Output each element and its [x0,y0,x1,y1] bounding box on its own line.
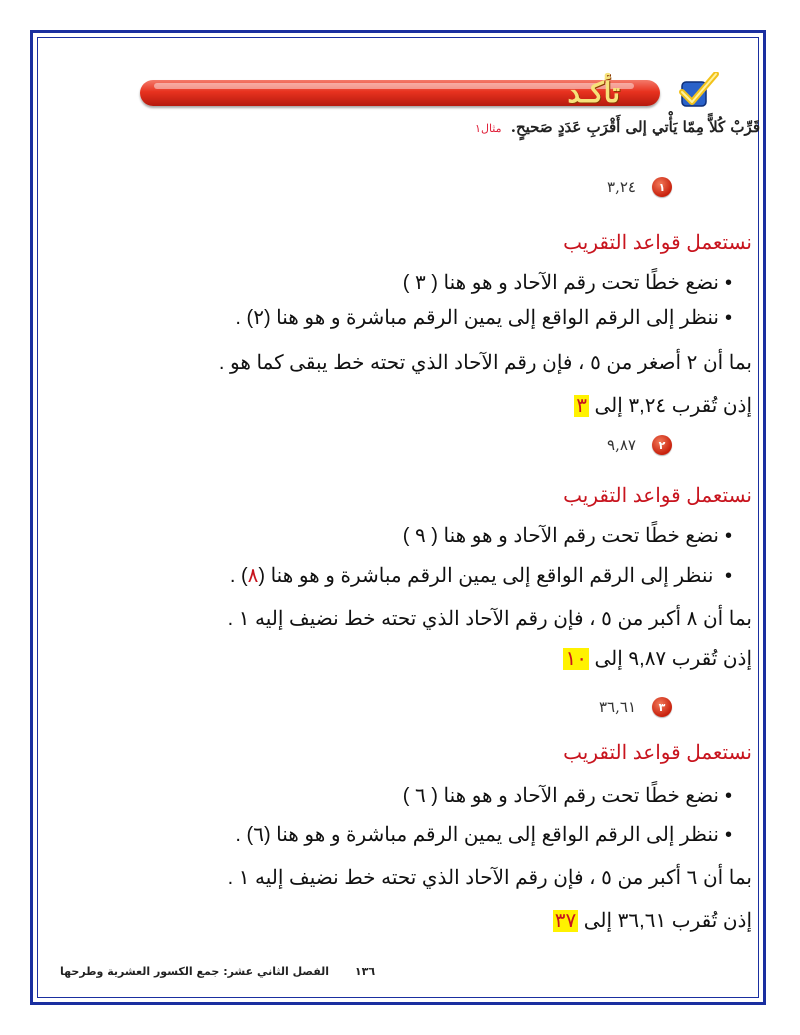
problem-value: ٩,٨٧ [607,436,636,454]
section-banner [140,72,720,110]
bullet-underline-units: • نضع خطًا تحت رقم الآحاد و هو هنا ( ٣ ) [403,270,732,295]
result-prefix: إذن تُقرب ٣٦,٦١ إلى [583,910,752,932]
exercise-instruction [475,118,760,136]
result-line [563,646,752,671]
chapter-label: الفصل الثاني عشر: [223,965,330,978]
page-number: ١٣٦ [354,965,376,978]
problem-number-badge: ٢ [652,435,672,455]
example-reference: مثال١ [475,122,502,135]
rules-heading: نستعمل قواعد التقريب [563,485,752,507]
bullet-text-post: ) . [229,565,248,587]
comparison-text: بما أن ٦ أكبر من ٥ ، فإن رقم الآحاد الذي تحته خط نضيف إليه ١ . [227,867,752,889]
bullet-look-right [230,563,732,588]
comparison-text: بما أن ٨ أكبر من ٥ ، فإن رقم الآحاد الذي تحته خط نضيف إليه ١ . [227,608,752,630]
bullet-digit: ٨ [247,565,259,587]
bullet-look-right: • ننظر إلى الرقم الواقع إلى يمين الرقم مباشرة و هو هنا (٦) . [235,822,732,847]
chapter-title: جمع الكسور العشرية وطرحها [60,965,220,978]
comparison-text: بما أن ٢ أصغر من ٥ ، فإن رقم الآحاد الذي تحته خط يبقى كما هو . [218,352,752,374]
result-prefix: إذن تُقرب ٣,٢٤ إلى [594,395,752,417]
problem-number-badge: ٣ [652,697,672,717]
result-value: ٣٧ [554,910,577,932]
bullet-text-pre: ننظر إلى الرقم الواقع إلى يمين الرقم مباشرة و هو هنا ( [258,565,714,587]
banner-title: تأكـد [567,76,620,109]
instruction-text: قَرِّبْ كُلاًّ مِمّا يَأْتي إلى أَقْرَبِ عَدَدٍ صَحيحٍ. [510,118,760,136]
problem-3 [599,697,672,717]
page-footer [60,965,375,978]
result-value: ١٠ [565,648,587,670]
rules-heading: نستعمل قواعد التقريب [563,742,752,764]
checkmark-icon [668,72,720,112]
rules-heading: نستعمل قواعد التقريب [563,232,752,254]
problem-value: ٣٦,٦١ [599,698,636,716]
result-line [553,908,752,933]
problem-1 [607,177,672,197]
result-value: ٣ [576,395,587,417]
problem-2 [607,435,672,455]
bullet-underline-units: • نضع خطًا تحت رقم الآحاد و هو هنا ( ٦ ) [403,783,732,808]
bullet-look-right: • ننظر إلى الرقم الواقع إلى يمين الرقم مباشرة و هو هنا (٢) . [235,305,732,330]
problem-number-badge: ١ [652,177,672,197]
problem-value: ٣,٢٤ [607,178,636,196]
bullet-underline-units: • نضع خطًا تحت رقم الآحاد و هو هنا ( ٩ ) [403,523,732,548]
result-prefix: إذن تُقرب ٩,٨٧ إلى [594,648,752,670]
result-line [574,393,752,418]
